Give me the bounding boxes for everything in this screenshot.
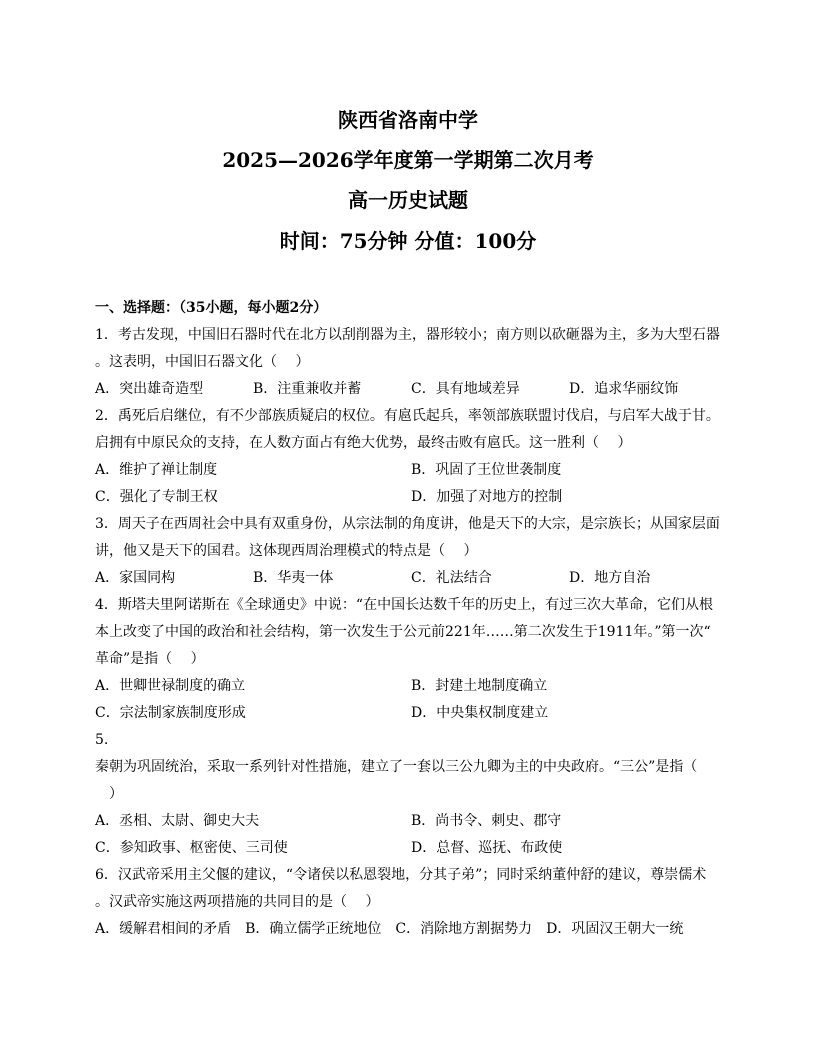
option-b: B．注重兼收并蓄 — [253, 381, 362, 397]
option-row — [95, 565, 727, 592]
question-1 — [95, 322, 727, 403]
question-4 — [95, 592, 727, 727]
option-d: D．中央集权制度建立 — [411, 705, 549, 721]
question-text: 。这表明，中国旧石器文化（ ） — [95, 354, 310, 370]
question-text: ） — [95, 786, 123, 802]
section-title: 一、选择题：（35小题，每小题2分） — [95, 300, 328, 316]
option-a: A．缓解君相间的矛盾 — [95, 921, 232, 937]
option-a: A．家国同构 — [95, 570, 176, 586]
question-text: 3．周天子在西周社会中具有双重身份，从宗法制的角度讲，他是天下的大宗，是宗族长；从国家层面 — [95, 516, 720, 532]
question-text: 本上改变了中国的政治和社会结构，第一次发生于公元前221年……第二次发生于1911年。”第一次“ — [95, 624, 711, 640]
question-2 — [95, 403, 727, 511]
question-5 — [95, 727, 727, 862]
option-c: C．宗法制家族制度形成 — [95, 705, 246, 721]
option-c: C．强化了专制王权 — [95, 489, 218, 505]
question-text: 2．禹死后启继位，有不少部族质疑启的权位。有扈氏起兵，率领部族联盟讨伐启，与启军大战于甘。 — [95, 408, 720, 424]
question-text: 启拥有中原民众的支持，在人数方面占有绝大优势，最终击败有扈氏。这一胜利（ ） — [95, 435, 632, 451]
option-a: A．突出雄奇造型 — [95, 381, 204, 397]
question-text: 秦朝为巩固统治，采取一系列针对性措施，建立了一套以三公九卿为主的中央政府。“三公”是指（ — [95, 759, 698, 775]
option-d: D．地方自治 — [569, 570, 651, 586]
question-text: 讲，他又是天下的国君。这体现西周治理模式的特点是（ ） — [95, 543, 478, 559]
option-c: C．消除地方割据势力 — [395, 921, 533, 937]
option-c: C．具有地域差异 — [411, 381, 520, 397]
option-a: A．世卿世禄制度的确立 — [95, 678, 246, 694]
option-d: D．追求华丽纹饰 — [569, 381, 679, 397]
option-a: A．丞相、太尉、御史大夫 — [95, 813, 260, 829]
exam-header — [0, 108, 816, 253]
option-b: B．巩固了王位世袭制度 — [411, 462, 562, 478]
option-row — [95, 484, 727, 511]
option-b: B．尚书令、刺史、郡守 — [411, 813, 562, 829]
option-b: B．华夷一体 — [253, 570, 334, 586]
subject-title: 高一历史试题 — [348, 188, 468, 212]
term-title: 2025—2026学年度第一学期第二次月考 — [222, 148, 594, 172]
option-row — [95, 673, 727, 700]
question-number: 5. — [95, 732, 109, 748]
question-3 — [95, 511, 727, 592]
option-row — [95, 835, 727, 862]
question-6 — [95, 862, 727, 943]
option-row — [95, 808, 727, 835]
option-c: C．礼法结合 — [411, 570, 492, 586]
option-row — [95, 916, 727, 943]
question-text: 4．斯塔夫里阿诺斯在《全球通史》中说：“在中国长达数千年的历史上，有过三次大革命，它们从根 — [95, 597, 714, 613]
option-d: D．总督、巡抚、布政使 — [411, 840, 563, 856]
exam-content — [95, 296, 727, 943]
option-a: A．维护了禅让制度 — [95, 462, 218, 478]
school-title: 陕西省洛南中学 — [338, 108, 478, 132]
option-row — [95, 376, 727, 403]
option-d: D．加强了对地方的控制 — [411, 489, 563, 505]
option-d: D．巩固汉王朝大一统 — [546, 921, 684, 937]
time-score: 时间：75分钟 分值：100分 — [279, 229, 537, 253]
option-row — [95, 457, 727, 484]
option-b: B．确立儒学正统地位 — [245, 921, 382, 937]
option-row — [95, 700, 727, 727]
question-text: 6．汉武帝采用主父偃的建议，“令诸侯以私恩裂地，分其子弟”；同时采纳董仲舒的建议，尊崇儒术 — [95, 867, 707, 883]
option-b: B．封建土地制度确立 — [411, 678, 548, 694]
question-text: 革命”是指（ ） — [95, 651, 205, 667]
question-text: 1．考古发现，中国旧石器时代在北方以刮削器为主，器形较小；南方则以砍砸器为主，多为大型石器 — [95, 327, 720, 343]
option-c: C．参知政事、枢密使、三司使 — [95, 840, 288, 856]
question-text: 。汉武帝实施这两项措施的共同目的是（ ） — [95, 894, 380, 910]
